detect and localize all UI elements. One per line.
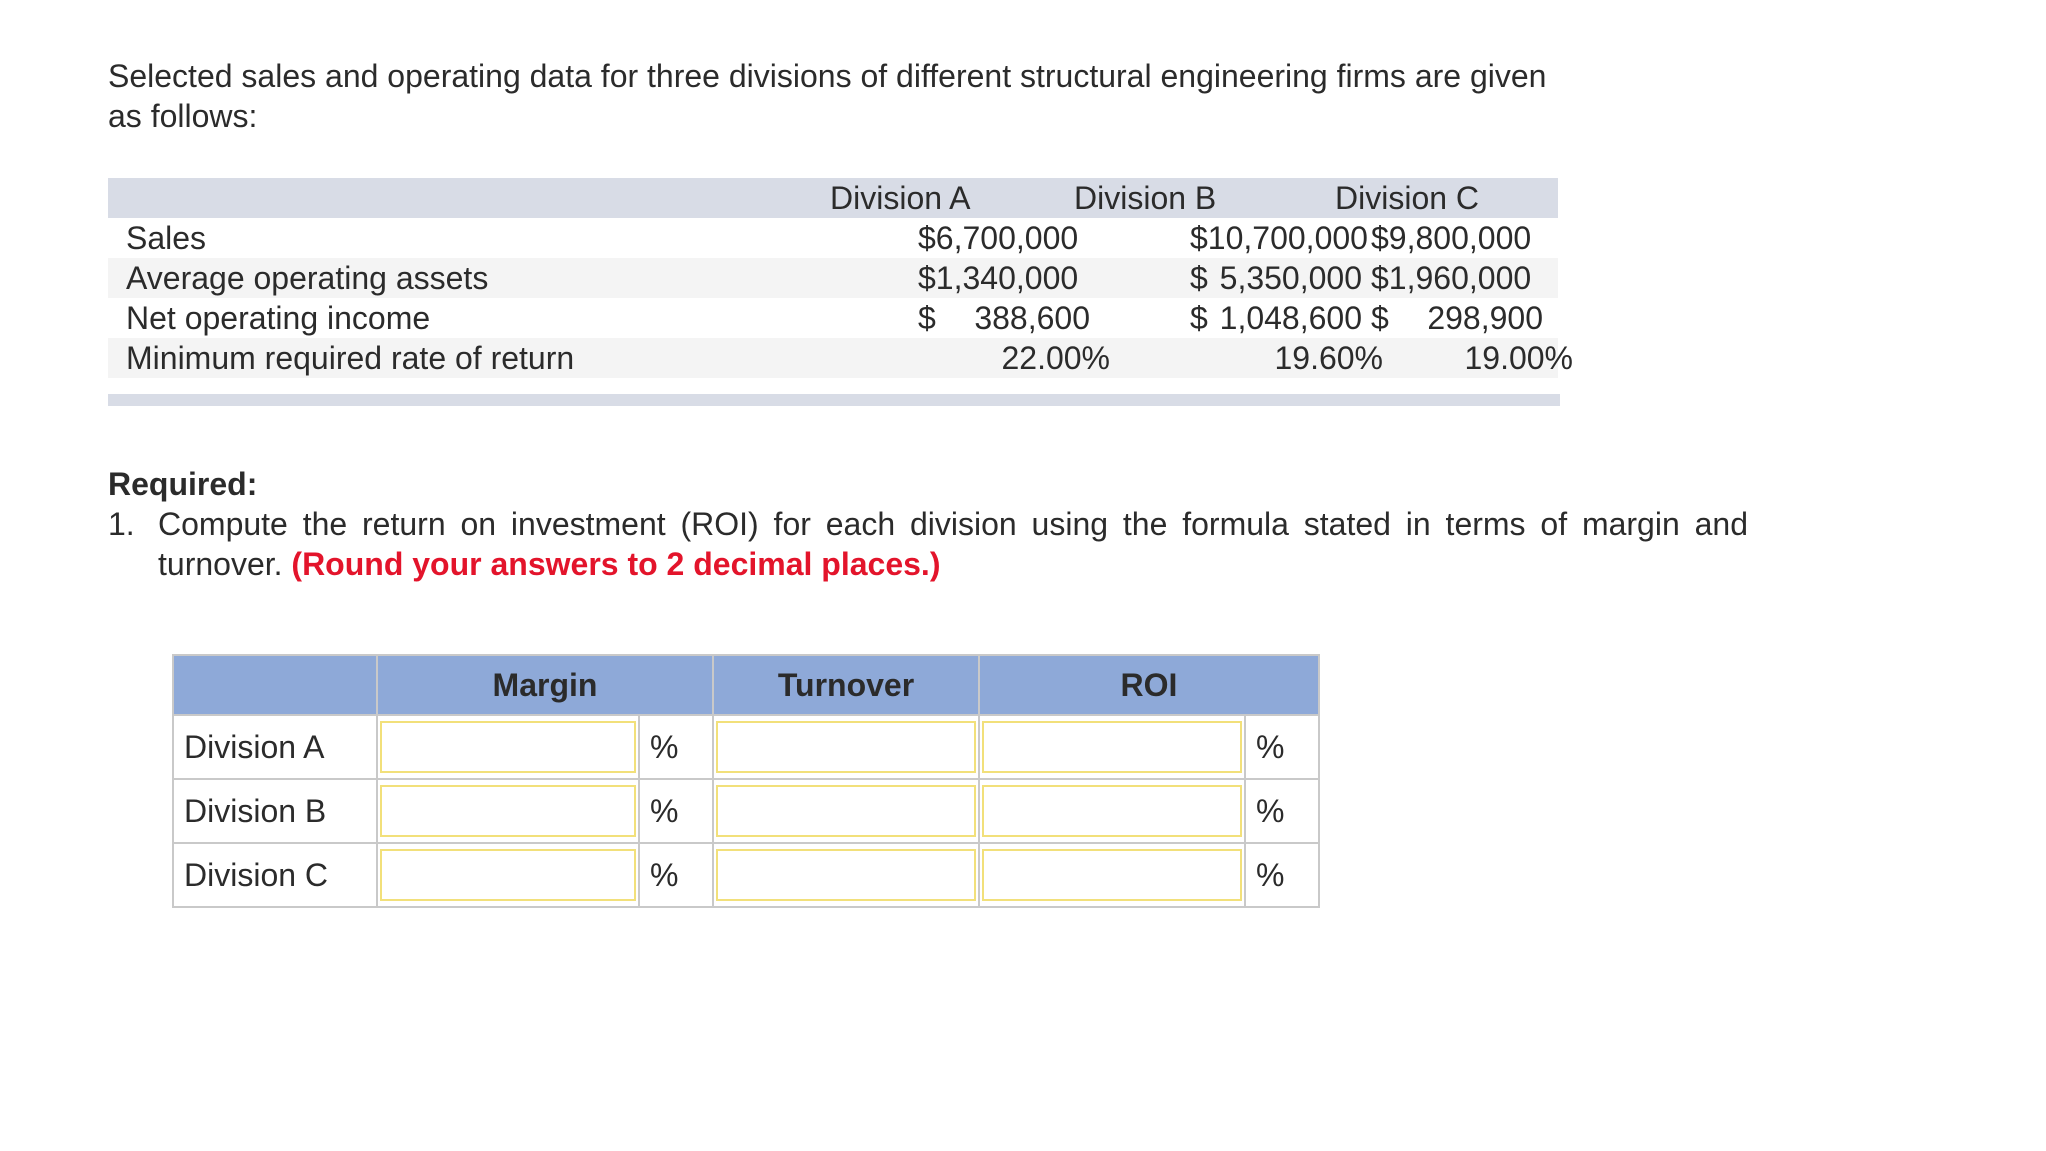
sales-division-a: $6,700,000: [918, 220, 1079, 256]
division-data-table: [108, 178, 1573, 378]
header-division-a: Division A: [830, 180, 971, 216]
sales-division-b: $10,700,000: [1190, 220, 1368, 256]
rate-division-c: 19.00%: [1464, 340, 1573, 376]
header-division-b: Division B: [1074, 180, 1217, 216]
assets-division-c: $1,960,000: [1371, 260, 1532, 296]
answer-grid-header: [173, 655, 1319, 715]
row-label: Minimum required rate of return: [126, 340, 575, 376]
header-division-c: Division C: [1335, 180, 1480, 216]
row-minimum-required-rate: [108, 338, 1573, 378]
assets-division-b: $ 5,350,000: [1190, 260, 1362, 296]
roi-header: ROI: [979, 655, 1319, 715]
roi-input-division-a[interactable]: [982, 721, 1242, 773]
step-text: Compute the return on investment (ROI) for each division using the formula stated in terms of margin and turnover. (Round your answers to 2 decimal places.): [158, 506, 1748, 582]
percent-unit: %: [639, 715, 713, 779]
margin-input-division-a[interactable]: [380, 721, 636, 773]
answer-grid: [172, 654, 1320, 908]
answer-row-division-a: [173, 715, 1319, 779]
row-label: Average operating assets: [126, 260, 489, 296]
income-division-c: $ 298,900: [1371, 300, 1543, 336]
rounding-note: (Round your answers to 2 decimal places.): [291, 546, 941, 582]
row-label: Sales: [126, 220, 207, 256]
percent-unit: %: [639, 843, 713, 907]
sales-division-c: $9,800,000: [1371, 220, 1532, 256]
answer-row-division-b: [173, 779, 1319, 843]
required-section: [108, 464, 1748, 584]
income-division-b: $ 1,048,600: [1190, 300, 1362, 336]
row-label: Division B: [173, 779, 377, 843]
rate-division-b: 19.60%: [1274, 340, 1383, 376]
percent-unit: %: [1245, 779, 1319, 843]
intro-text: Selected sales and operating data for three divisions of different structural engineering firms are given as follows:: [108, 58, 1547, 134]
percent-unit: %: [1245, 843, 1319, 907]
percent-unit: %: [1245, 715, 1319, 779]
roi-input-division-c[interactable]: [982, 849, 1242, 901]
roi-input-division-b[interactable]: [982, 785, 1242, 837]
turnover-header: Turnover: [713, 655, 979, 715]
income-division-a: $ 388,600: [918, 300, 1090, 336]
row-average-operating-assets: [108, 258, 1558, 298]
corner-header: [173, 655, 377, 715]
table-bottom-border: [108, 394, 1560, 406]
assets-division-a: $1,340,000: [918, 260, 1079, 296]
data-table-header: [108, 178, 1558, 218]
answer-row-division-c: [173, 843, 1319, 907]
row-sales: [108, 218, 1558, 258]
row-label: Net operating income: [126, 300, 431, 336]
row-net-operating-income: [108, 298, 1558, 338]
margin-header: Margin: [377, 655, 713, 715]
rate-division-a: 22.00%: [1001, 340, 1110, 376]
turnover-input-division-c[interactable]: [716, 849, 976, 901]
required-heading: Required:: [108, 466, 258, 502]
margin-input-division-b[interactable]: [380, 785, 636, 837]
margin-input-division-c[interactable]: [380, 849, 636, 901]
row-label: Division A: [173, 715, 377, 779]
step-number: 1.: [108, 506, 135, 542]
percent-unit: %: [639, 779, 713, 843]
turnover-input-division-a[interactable]: [716, 721, 976, 773]
row-label: Division C: [173, 843, 377, 907]
turnover-input-division-b[interactable]: [716, 785, 976, 837]
required-step-1: [108, 504, 1748, 584]
